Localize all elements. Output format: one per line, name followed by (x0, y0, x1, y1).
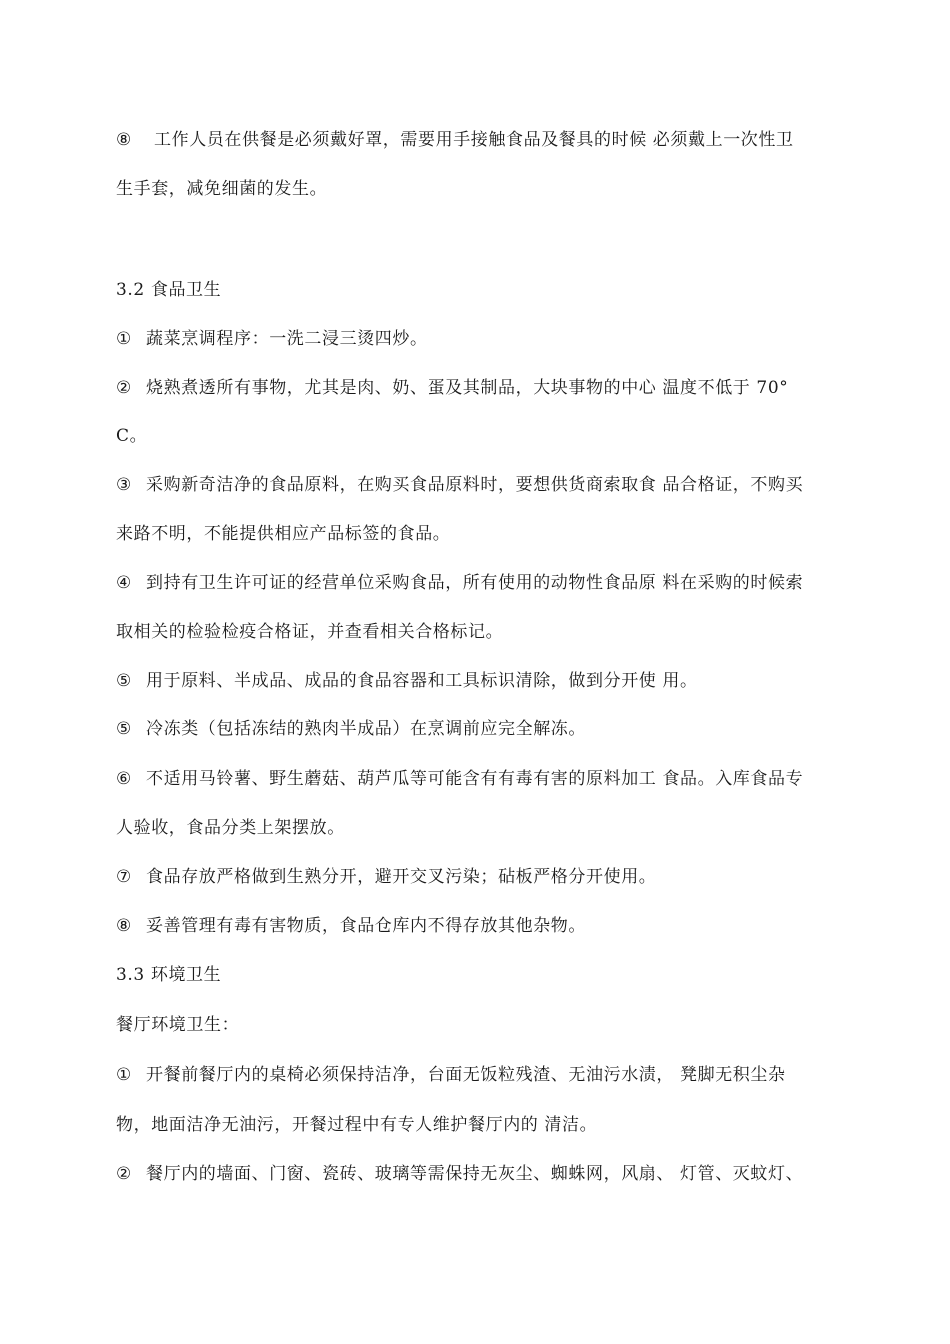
item-marker: ⑦ (116, 867, 132, 887)
subheading-restaurant-hygiene: 餐厅环境卫生： (116, 1015, 240, 1035)
paragraph-text: 蔬菜烹调程序：一洗二浸三烫四炒。 (146, 329, 428, 349)
paragraph-8-line-2: 生手套，减免细菌的发生。 (116, 179, 328, 199)
paragraph-8-line-1 (116, 128, 876, 152)
env-item-2-line-1 (116, 1162, 876, 1186)
item-marker: ① (116, 329, 132, 349)
food-item-3-line-2: 来路不明，不能提供相应产品标签的食品。 (116, 524, 451, 544)
item-marker: ⑤ (116, 671, 132, 691)
env-item-1-line-1 (116, 1063, 876, 1087)
food-item-2-line-2: C。 (116, 426, 148, 446)
food-item-6-line-2: 人验收，食品分类上架摆放。 (116, 818, 345, 838)
item-marker: ④ (116, 573, 132, 593)
paragraph-text: 烧熟煮透所有事物，尤其是肉、奶、蛋及其制品，大块事物的中心 温度不低于 70° (146, 378, 789, 398)
paragraph-text: 到持有卫生许可证的经营单位采购食品，所有使用的动物性食品原 料在采购的时候索 (146, 573, 804, 593)
food-item-4-line-1 (116, 571, 876, 595)
paragraph-text: 采购新奇洁净的食品原料，在购买食品原料时，要想供货商索取食 品合格证，不购买 (146, 475, 804, 495)
paragraph-text: 用于原料、半成品、成品的食品容器和工具标识清除，做到分开使 用。 (146, 671, 698, 691)
food-item-7 (116, 865, 876, 889)
item-marker: ② (116, 378, 132, 398)
food-item-2-line-1 (116, 376, 876, 400)
section-heading-3-3: 3.3 环境卫生 (116, 965, 222, 985)
env-item-1-line-2: 物，地面洁净无油污，开餐过程中有专人维护餐厅内的 清洁。 (116, 1115, 598, 1135)
paragraph-text: 妥善管理有毒有害物质，食品仓库内不得存放其他杂物。 (146, 916, 586, 936)
food-item-4-line-2: 取相关的检验检疫合格证，并查看相关合格标记。 (116, 622, 504, 642)
paragraph-text: 开餐前餐厅内的桌椅必须保持洁净，台面无饭粒残渣、无油污水渍， 凳脚无积尘杂 (146, 1065, 786, 1085)
food-item-5b (116, 717, 876, 741)
section-heading-3-2: 3.2 食品卫生 (116, 280, 222, 300)
item-marker: ③ (116, 475, 132, 495)
item-marker: ⑧ (116, 916, 132, 936)
item-marker: ⑤ (116, 719, 132, 739)
food-item-6-line-1 (116, 767, 876, 791)
item-marker: ⑧ (116, 130, 132, 150)
item-marker: ② (116, 1164, 132, 1184)
paragraph-text: 餐厅内的墙面、门窗、瓷砖、玻璃等需保持无灰尘、蜘蛛网，风扇、 灯管、灭蚊灯、 (146, 1164, 804, 1184)
item-marker: ⑥ (116, 769, 132, 789)
paragraph-text: 食品存放严格做到生熟分开，避开交叉污染；砧板严格分开使用。 (146, 867, 657, 887)
food-item-3-line-1 (116, 473, 876, 497)
paragraph-text: 不适用马铃薯、野生蘑菇、葫芦瓜等可能含有有毒有害的原料加工 食品。入库食品专 (146, 769, 804, 789)
food-item-8 (116, 914, 876, 938)
paragraph-text: 冷冻类（包括冻结的熟肉半成品）在烹调前应完全解冻。 (146, 719, 586, 739)
paragraph-text: 工作人员在供餐是必须戴好罩，需要用手接触食品及餐具的时候 必须戴上一次性卫 (154, 130, 794, 150)
food-item-1 (116, 327, 876, 351)
food-item-5 (116, 669, 876, 693)
item-marker: ① (116, 1065, 132, 1085)
